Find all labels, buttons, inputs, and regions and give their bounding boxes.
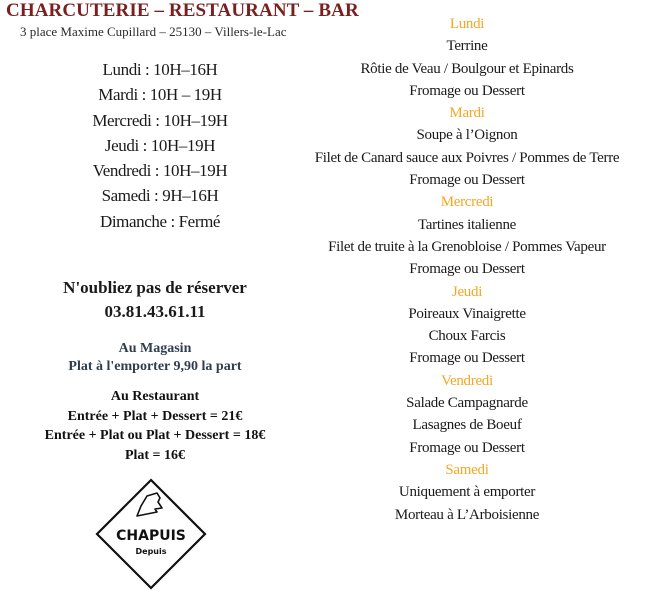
formula-line: Entrée + Plat ou Plat + Dessert = 18€ <box>44 428 266 443</box>
hours-line: Mardi : 10H – 19H <box>98 85 222 105</box>
formula-line: Plat = 16€ <box>124 447 186 463</box>
menu-day-mercredi: Mercredi <box>440 194 494 211</box>
head-profile-icon <box>137 493 162 516</box>
menu-day-mardi: Mardi <box>449 105 485 122</box>
menu-item: Fromage ou Dessert <box>409 261 525 278</box>
weekly-menu <box>300 13 634 526</box>
magasin-block <box>0 340 310 376</box>
menu-item: Filet de Canard sauce aux Poivres / Pommes de Terre <box>314 149 620 166</box>
page-title: CHARCUTERIE – RESTAURANT – BAR <box>6 0 359 21</box>
menu-item: Morteau à L’Arboisienne <box>394 506 540 523</box>
hours-line: Samedi : 9H–16H <box>101 186 219 206</box>
menu-day-jeudi: Jeudi <box>451 283 483 300</box>
menu-item: Uniquement à emporter <box>398 484 536 501</box>
formula-line: Entrée + Plat + Dessert = 21€ <box>67 408 243 424</box>
menu-item: Tartines italienne <box>417 216 517 233</box>
menu-item: Terrine <box>446 38 488 55</box>
menu-item: Soupe à l’Oignon <box>416 127 518 144</box>
reservation-block <box>0 276 310 324</box>
menu-item: Poireaux Vinaigrette <box>408 305 526 322</box>
hours-line: Dimanche : Fermé <box>99 211 221 231</box>
phone-number: 03.81.43.61.11 <box>104 302 206 321</box>
menu-item: Filet de truite à la Grenobloise / Pommes Vapeur <box>328 238 606 255</box>
menu-item: Lasagnes de Boeuf <box>412 417 522 434</box>
hours-line: Mercredi : 10H–19H <box>92 110 228 130</box>
menu-item: Salade Campagnarde <box>406 395 528 412</box>
menu-item: Fromage ou Dessert <box>409 439 525 456</box>
address: 3 place Maxime Cupillard – 25130 – Villers-le-Lac <box>20 24 287 39</box>
reservation-label: N'oubliez pas de réserver <box>63 278 247 297</box>
magasin-offer: Plat à l'emporter 9,90 la part <box>68 359 242 374</box>
hours-line: Jeudi : 10H–19H <box>104 135 216 155</box>
menu-day-lundi: Lundi <box>449 16 485 32</box>
hours-line: Lundi : 10H–16H <box>102 60 218 79</box>
menu-day-vendredi: Vendredi <box>441 372 493 389</box>
menu-item: Fromage ou Dessert <box>409 350 525 367</box>
menu-item: Rôtie de Veau / Boulgour et Epinards <box>360 60 574 77</box>
logo-subtext: Depuis <box>135 547 167 556</box>
magasin-heading: Au Magasin <box>118 341 192 356</box>
restaurant-block <box>0 387 310 465</box>
hours-line: Vendredi : 10H–19H <box>92 161 228 181</box>
restaurant-heading: Au Restaurant <box>110 389 200 404</box>
logo-name: CHAPUIS <box>116 528 186 544</box>
menu-item: Choux Farcis <box>428 328 506 345</box>
opening-hours <box>0 57 320 234</box>
menu-item: Fromage ou Dessert <box>409 172 525 189</box>
chapuis-logo <box>95 478 207 590</box>
menu-day-samedi: Samedi <box>445 461 489 478</box>
menu-item: Fromage ou Dessert <box>409 82 525 99</box>
